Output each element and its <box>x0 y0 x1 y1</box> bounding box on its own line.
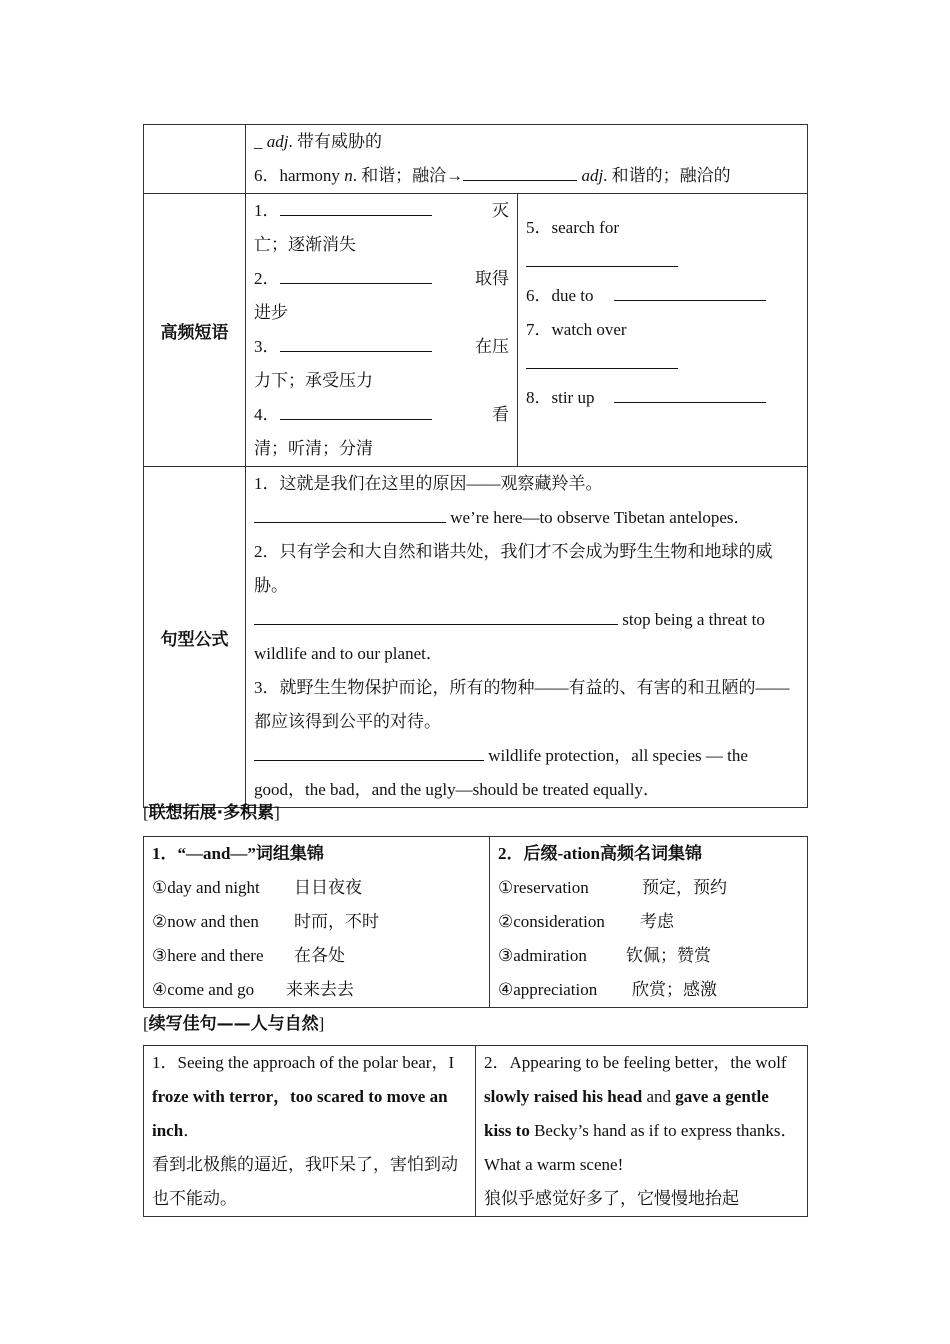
sentences-cell: 1．这就是我们在这里的原因——观察藏羚羊。 we’re here—to observe Tibetan antelopes． 2．只有学会和大自然和谐共处，我们才不会成为野生生物和地球的威胁。 stop being a threat to wildlife and to our planet． 3．就野生生物保护而论，所有的物种——有益的、有害的和丑陋的——都应该得到公平的对待。 wildlife protection，all species — the good，the bad，and the ugly—should be treated equally． <box>246 467 808 808</box>
answer-blank[interactable] <box>614 384 766 403</box>
section-heading-association: [联想拓展·多积累] <box>143 803 280 823</box>
answer-blank[interactable] <box>526 248 678 267</box>
writing-sentence-2: 2．Appearing to be feeling better，the wolf slowly raised his head and gave a gentle kiss to Becky’s hand as if to express thanks． What a warm scene! 狼似乎感觉好多了，它慢慢地抬起 <box>476 1046 808 1217</box>
answer-blank[interactable] <box>280 333 432 352</box>
vocab-line-5-tail: _ adj. 带有威胁的 <box>254 132 382 151</box>
ation-nouns-cell: 2．后缀-ation高频名词集锦 ①reservation 预定，预约 ②consideration 考虑 ③admiration 钦佩；赞赏 ④appreciation 欣赏；感激 <box>490 837 808 1008</box>
association-table <box>143 836 808 1008</box>
phrases-left-cell: 1． 灭 亡；逐渐消失 2． 取得 进步 3． 在压 力下；承受压力 4． 看 清；听清；分清 <box>246 194 518 467</box>
answer-blank[interactable] <box>280 197 432 216</box>
phrases-right-cell: 5．search for 6．due to 7．watch over 8．stir up <box>518 194 808 467</box>
answer-blank[interactable] <box>463 162 577 181</box>
answer-blank[interactable] <box>254 742 484 761</box>
sentences-label: 句型公式 <box>144 467 246 808</box>
answer-blank[interactable] <box>280 401 432 420</box>
section-heading-writing: [续写佳句——人与自然] <box>143 1014 325 1034</box>
answer-blank[interactable] <box>254 606 618 625</box>
answer-blank[interactable] <box>254 504 446 523</box>
vocab-phrase-sentence-table <box>143 124 808 808</box>
and-phrases-cell: 1．“—and—”词组集锦 ①day and night 日日夜夜 ②now and then 时而，不时 ③here and there 在各处 ④come and go 来来去去 <box>144 837 490 1008</box>
vocab-line-6: 6．harmony n. 和谐；融洽→ adj. 和谐的；融洽的 <box>254 159 799 193</box>
phrases-row <box>144 194 808 467</box>
phrases-label: 高频短语 <box>144 194 246 467</box>
answer-blank[interactable] <box>526 350 678 369</box>
answer-blank[interactable] <box>280 265 432 284</box>
writing-sentences-table <box>143 1045 808 1217</box>
vocab-tail-row <box>144 125 808 194</box>
answer-blank[interactable] <box>614 282 766 301</box>
sentences-row <box>144 467 808 808</box>
writing-sentence-1: 1．Seeing the approach of the polar bear，I froze with terror，too scared to move an inch． 看到北极熊的逼近，我吓呆了，害怕到动也不能动。 <box>144 1046 476 1217</box>
